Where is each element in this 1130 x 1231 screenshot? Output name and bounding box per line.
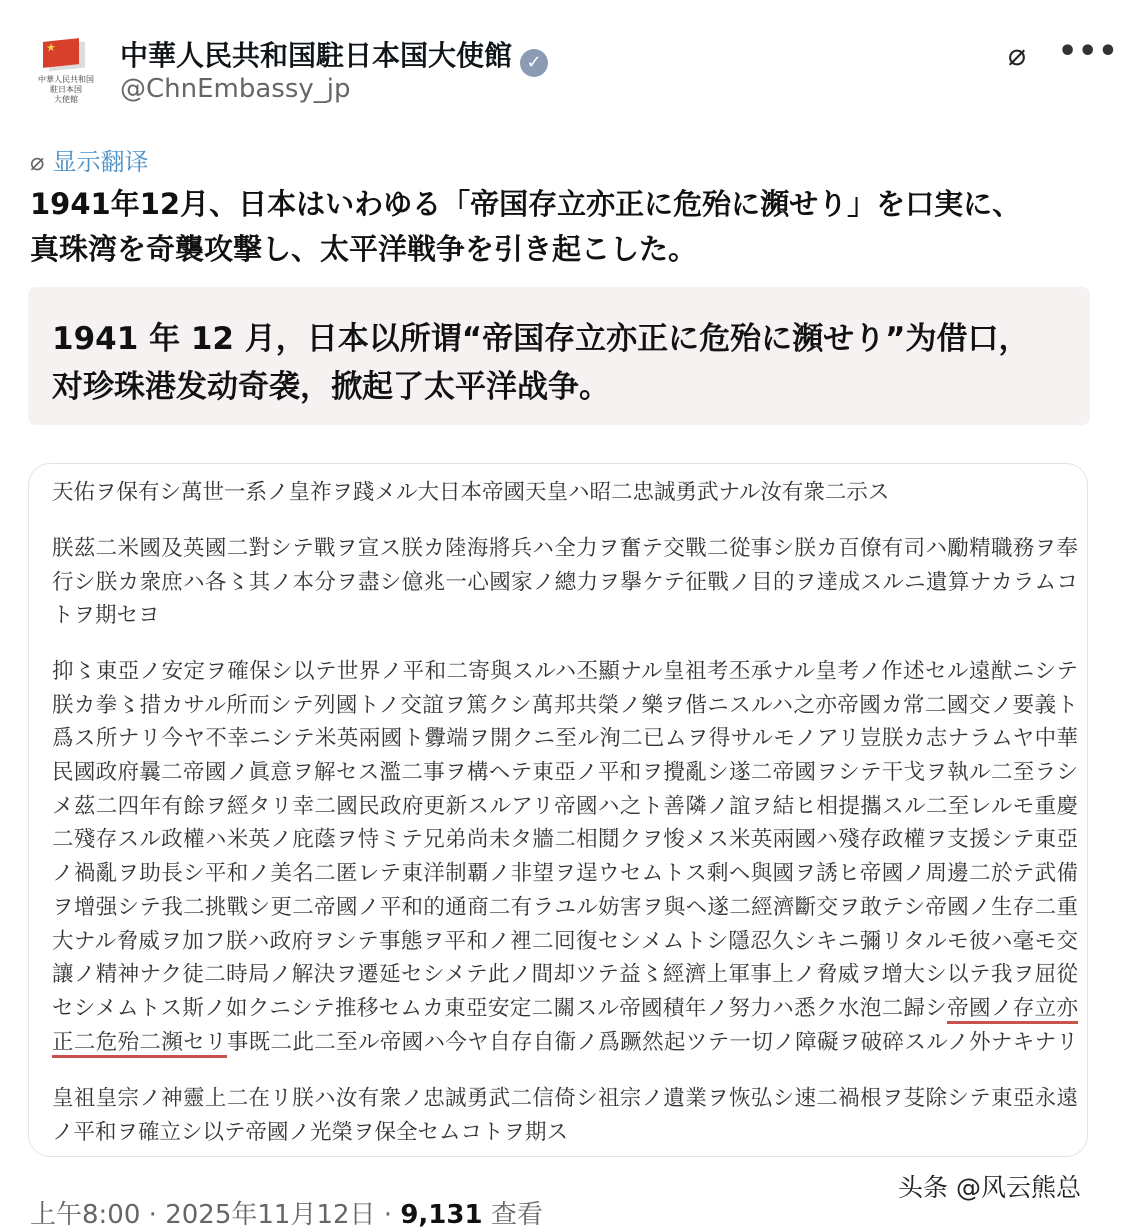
rescript-image[interactable] [28, 463, 1088, 1157]
rescript-line: 皇祖皇宗ノ神靈上二在リ朕ハ汝有衆ノ忠誠勇武二信倚シ祖宗ノ遺業ヲ恢弘シ速二禍根ヲ芟除シテ東亞永遠 [52, 1086, 1078, 1111]
avatar-text-line: 駐日本国 [50, 85, 82, 94]
account-name[interactable] [120, 34, 548, 77]
tweet-line: 1941年12月、日本はいわゆる「帝国存立亦正に危殆に瀕せり」を口実に、 [30, 187, 1022, 221]
tweet-time[interactable]: 上午8:00 [30, 1200, 141, 1230]
rescript-line: 朕カ拳〻措カサル所而シテ列國トノ交誼ヲ篤クシ萬邦共榮ノ樂ヲ偕ニスルハ之亦帝國カ常二國交ノ要義ト [52, 692, 1078, 718]
underlined-phrase: 正二危殆二瀕セリ [52, 1030, 227, 1058]
more-options-icon[interactable]: ••• [1058, 34, 1119, 69]
tweet-meta [30, 1194, 543, 1231]
rescript-line: 民國政府曩二帝國ノ眞意ヲ解セス濫二事ヲ構ヘテ東亞ノ平和ヲ攪亂シ遂二帝國ヲシテ干戈ヲ執ル二至ラシ [52, 760, 1078, 786]
rescript-line: 抑〻東亞ノ安定ヲ確保シ以テ世界ノ平和二寄與スルハ丕顯ナル皇祖考丕承ナル皇考ノ作述セル遠猷ニシテ [52, 659, 1078, 684]
rescript-line: 朕茲二米國及英國二對シテ戰ヲ宣ス朕カ陸海將兵ハ全力ヲ奮テ交戰二從事シ朕カ百僚有司ハ勵精職務ヲ奉 [52, 536, 1078, 561]
translation-box [28, 287, 1090, 425]
views-label: 查看 [490, 1200, 543, 1230]
rescript-line: メ茲二四年有餘ヲ經タリ幸二國民政府更新スルアリ帝國ハ之ト善隣ノ誼ヲ結ヒ相提攜スル二至レルモ重慶 [52, 793, 1078, 819]
rescript-paragraph [52, 1082, 1078, 1149]
tweet-line: 真珠湾を奇襲攻撃し、太平洋戦争を引き起こした。 [30, 232, 698, 266]
avatar[interactable] [30, 36, 102, 112]
view-count: 9,131 [400, 1200, 483, 1230]
rescript-line [52, 992, 1078, 1026]
show-translation-link[interactable] [30, 142, 148, 177]
verified-badge-icon: ✓ [520, 49, 548, 77]
rescript-line: 爲ス所ナリ今ヤ不幸ニシテ米英兩國ト釁端ヲ開クニ至ル洵二已ムヲ得サルモノアリ豈朕カ志ナラムヤ中華 [52, 726, 1078, 752]
rescript-line: トヲ期セヨ [52, 603, 160, 629]
rescript-paragraph [52, 476, 1078, 510]
rescript-line [52, 1026, 1078, 1060]
rescript-paragraph [52, 655, 1078, 1059]
rescript-line: 行シ朕カ衆庶ハ各〻其ノ本分ヲ盡シ億兆一心國家ノ總力ヲ擧ケテ征戰ノ目的ヲ達成スルニ遺算ナカラムコ [52, 569, 1078, 595]
rescript-line: 讓ノ精神ナク徒二時局ノ解決ヲ遷延セシメテ此ノ間却ツテ益〻經濟上軍事上ノ脅威ヲ增大シ以テ我ヲ屈從 [52, 962, 1078, 988]
rescript-line: ノ平和ヲ確立シ以テ帝國ノ光榮ヲ保全セムコトヲ期ス [52, 1119, 569, 1145]
rescript-line: 二殘存スル政權ハ米英ノ庇蔭ヲ恃ミテ兄弟尚未タ牆二相鬩クヲ悛メス米英兩國ハ殘存政權ヲ支援シテ東亞 [52, 827, 1078, 853]
rescript-line: 天佑ヲ保有シ萬世一系ノ皇祚ヲ踐メル大日本帝國天皇ハ昭二忠誠勇武ナル汝有衆二示ス [52, 480, 890, 505]
rescript-line: 大ナル脅威ヲ加フ朕ハ政府ヲシテ事態ヲ平和ノ裡二囘復セシメムトシ隱忍久シキニ彌リタルモ彼ハ毫モ交 [52, 928, 1078, 954]
rescript-paragraph [52, 532, 1078, 633]
rescript-text: セシメムトス斯ノ如クニシテ推移セムカ東亞安定二關スル帝國積年ノ努力ハ悉ク水泡二歸シ [52, 995, 948, 1021]
translation-line: 1941 年 12 月，日本以所谓“帝国存立亦正に危殆に瀕せり”为借口， [52, 321, 1030, 357]
account-name-text: 中華人民共和国駐日本国大使館 [120, 39, 513, 72]
tweet-text [30, 182, 1021, 272]
show-translation-label: 显示翻译 [52, 148, 149, 176]
watermark: 头条 @风云熊总 [898, 1173, 1081, 1202]
separator: · [383, 1200, 393, 1230]
rescript-line: ノ禍亂ヲ助長シ平和ノ美名二匿レテ東洋制覇ノ非望ヲ逞ウセムトス剩ヘ與國ヲ誘ヒ帝國ノ周邊二於テ武備 [52, 861, 1078, 887]
translation-line: 对珍珠港发动奇袭，掀起了太平洋战争。 [52, 369, 610, 405]
avatar-text-line: 大使館 [54, 95, 78, 104]
tweet-date[interactable]: 2025年11月12日 [165, 1200, 376, 1230]
avatar-text-line: 中華人民共和国 [38, 75, 94, 84]
rescript-text: 事既二此二至ル帝國ハ今ヤ自存自衞ノ爲蹶然起ツテ一切ノ障礙ヲ破碎スルノ外ナキナリ [226, 1029, 1078, 1055]
underlined-phrase: 帝國ノ存立亦 [947, 996, 1078, 1024]
separator: · [148, 1200, 157, 1230]
account-handle[interactable]: @ChnEmbassy_jp [120, 74, 351, 104]
rescript-line: ヲ增强シテ我二挑戰シ更二帝國ノ平和的通商二有ラユル妨害ヲ與ヘ遂二經濟斷交ヲ敢テシ帝國ノ生存二重 [52, 894, 1078, 920]
avatar-logo-text [30, 75, 102, 105]
grok-icon: ⌀ [30, 148, 45, 176]
grok-icon[interactable]: ⌀ [1008, 38, 1027, 73]
china-flag-icon: ★ [43, 38, 79, 68]
